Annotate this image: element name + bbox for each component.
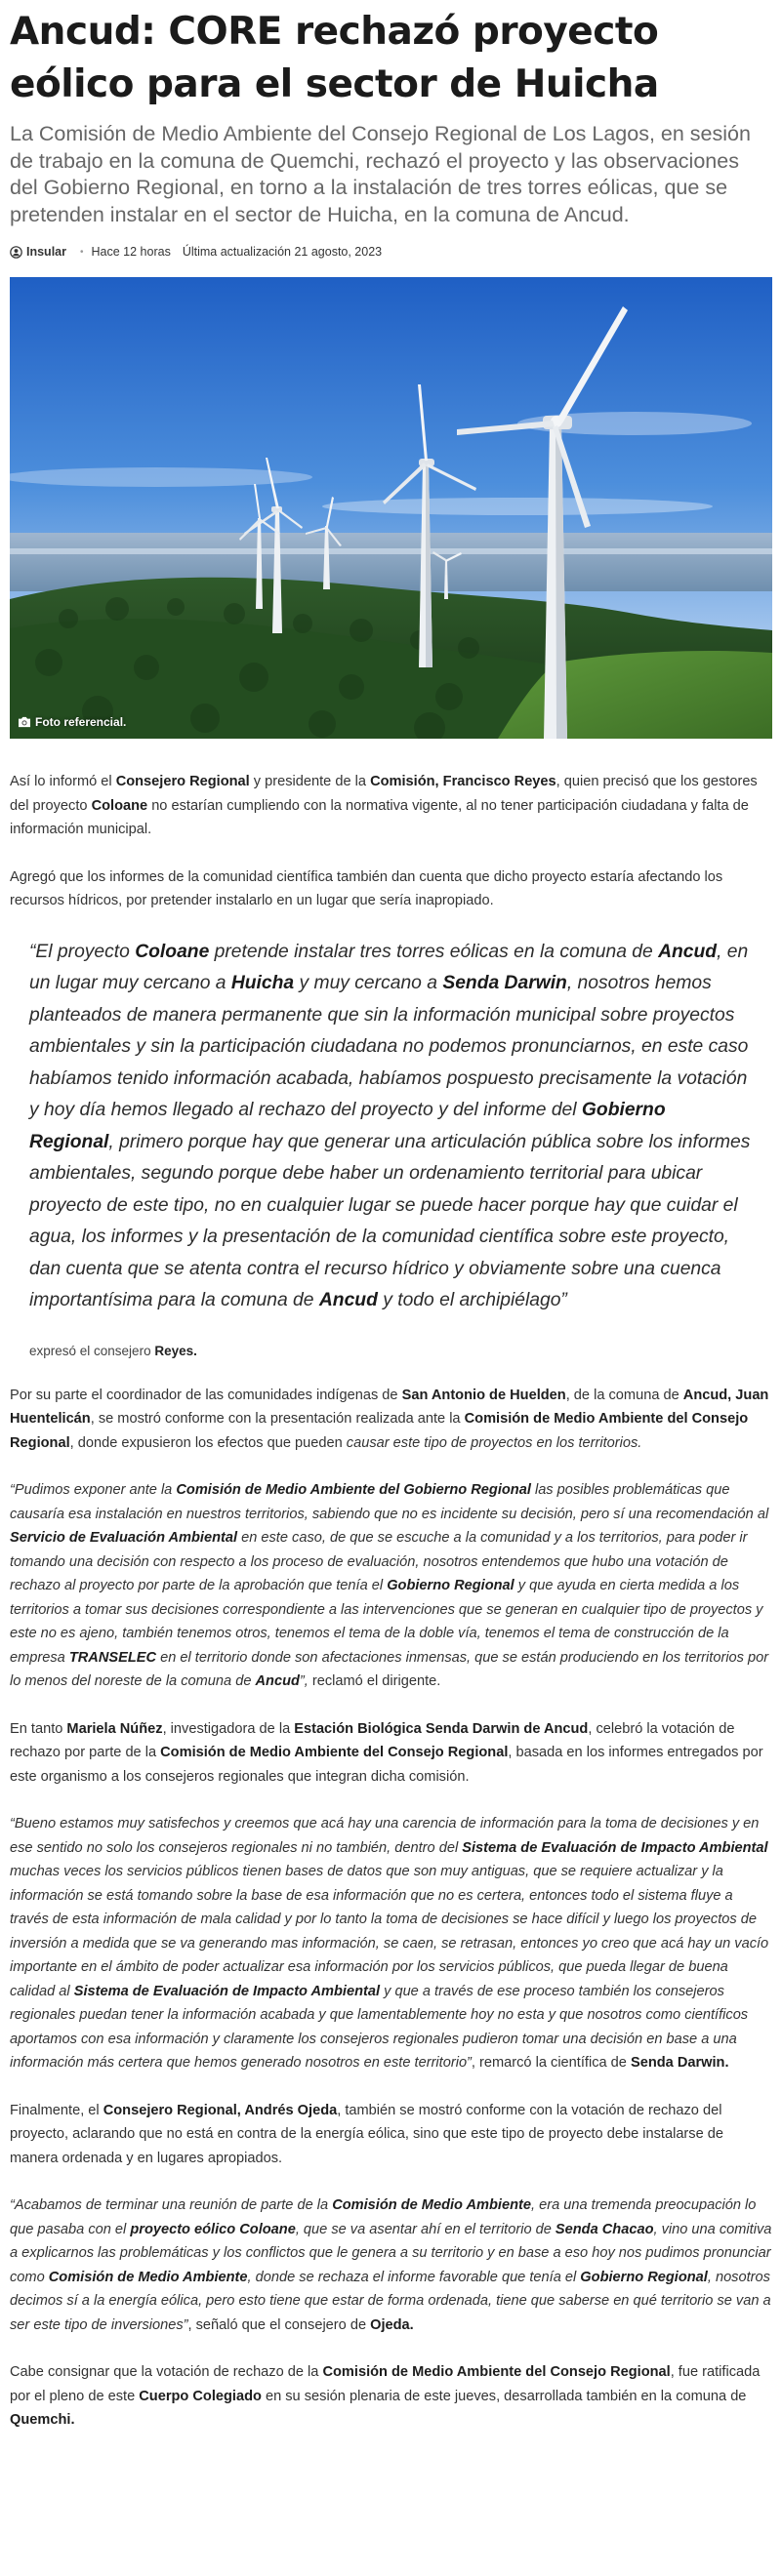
text-run: y todo el archipiélago”	[377, 1290, 567, 1310]
bold-run: Consejero Regional	[115, 774, 250, 789]
bold-run: Comisión de Medio Ambiente del Consejo Regional	[160, 1745, 509, 1760]
text-run: y que a través de ese proceso también los consejeros regionales puedan tener la información acabada y que lamentablemente hoy no esta y que nosotros como científicos aportamos con esa información y claramente los consejeros regionales pudieron tomar una decisión en base a una información más certera que hemos generado nosotros en este territorio”	[10, 1983, 749, 2071]
text-run: Por su parte el coordinador de las comunidades indígenas de	[10, 1387, 402, 1403]
article-title: Ancud: CORE rechazó proyecto eólico para el sector de Huicha	[10, 10, 659, 106]
text-run: “Bueno estamos muy satisfechos y creemos que acá hay una carencia de información para la toma de decisiones y en ese sentido no solo los consejeros regionales ni no también, dentro del	[10, 1816, 760, 1856]
paragraph-4	[10, 1717, 772, 1790]
text-run: , nosotros decimos sí a la energía eólica, pero esto tiene que estar de forma ordenada, tiene que saberse en qué territorio se van a ser este tipo de inversiones”	[10, 2269, 771, 2333]
user-circle-icon	[10, 246, 22, 259]
text-run: , basada en los informes entregados por este organismo a los consejeros regionales que integran dicha comisión.	[10, 1745, 763, 1785]
bold-run: Sistema de Evaluación de Impacto Ambiental	[462, 1839, 768, 1856]
wind-turbines-photo	[10, 277, 772, 739]
article	[10, 0, 772, 2456]
bold-run: Comisión, Francisco Reyes	[370, 774, 556, 789]
bold-run: Senda Chacao	[555, 2221, 654, 2237]
camera-icon	[18, 716, 31, 728]
text-run: Cabe consignar que la votación de rechazo de la	[10, 2364, 323, 2380]
text-run: , se mostró conforme con la presentación realizada ante la	[90, 1411, 465, 1427]
text-run: , nosotros hemos planteados de manera permanente que sin la información municipal sobre proyectos ambientales y sin la participación ciudadana no podemos pronunciarnos, en este caso habíamos tenido información acabada, habíamos pospuesto precisamente la votación y hoy día hemos llegado al rechazo del proyecto y del informe del	[29, 973, 749, 1120]
text-run: , primero porque hay que generar una articulación pública sobre los informes ambientales, segundo porque debe haber un ordenamiento territorial para ubicar proyecto de este tipo, no en cualquier lugar se puede hacer porque hay que cuidar el agua, los informes y la presentación de la comunidad científica sobre este proyecto, dan cuenta que se atenta contra el recurso hídrico y obviamente sobre una cuenca importantísima para la comuna de	[29, 1131, 751, 1310]
bold-run: proyecto eólico Coloane	[130, 2221, 296, 2237]
author-link[interactable]: Insular	[26, 245, 66, 259]
article-body	[10, 770, 772, 2433]
text-run: , fue ratificada por el pleno de este	[10, 2364, 761, 2404]
text-run: en el territorio donde son afectaciones inmensas, que se están produciendo en los territorios por lo menos del noreste de la comuna de	[10, 1649, 769, 1689]
quote-attribution	[10, 1341, 772, 1362]
bold-run: Comisión de Medio Ambiente del Consejo Regional	[10, 1411, 749, 1451]
article-subtitle: La Comisión de Medio Ambiente del Consejo Regional de Los Lagos, en sesión de trabajo en la comuna de Quemchi, rechazó el proyecto y las observaciones del Gobierno Regional, en torno a la instalación de tres torres eólicas, que se pretenden instalar en el sector de Huicha, en la comuna de Ancud.	[10, 122, 751, 226]
text-run: en este caso, de que se escuche a la comunidad y a los territorios, para poder ir tomando una decisión con respecto a los proceso de evaluación, nosotros entendemos que hubo una votación de rechazo al proyecto por parte de la aprobación que tenía el	[10, 1530, 748, 1593]
text-run: , de la comuna de	[565, 1387, 683, 1403]
bold-run: Quemchi.	[10, 2412, 75, 2428]
bold-run: Reyes.	[154, 1343, 197, 1358]
italic-run: causar este tipo de proyectos en los territorios.	[346, 1434, 642, 1451]
paragraph-1	[10, 770, 772, 842]
text-run: y presidente de la	[249, 774, 371, 789]
text-run: “Pudimos exponer ante la	[10, 1482, 177, 1498]
paragraph-5	[10, 2099, 772, 2171]
text-run: no estarían cumpliendo con la normativa vigente, al no tener participación ciudadana y falta de información municipal.	[10, 797, 749, 837]
bold-run: Ancud	[318, 1290, 378, 1310]
bold-run: Comisión de Medio Ambiente del Gobierno Regional	[176, 1482, 531, 1498]
paragraph-3	[10, 1384, 772, 1456]
text-run: reclamó el dirigente.	[308, 1673, 441, 1689]
text-run: las posibles problemáticas que causaría esa instalación en nuestros territorios, sabiendo que no es incidente su decisión, pero sí una recomendación al	[10, 1482, 769, 1522]
bold-run: Ojeda.	[370, 2316, 414, 2333]
paragraph-6	[10, 2360, 772, 2433]
bold-run: Consejero Regional, Andrés Ojeda	[103, 2102, 338, 2118]
text-run: Así lo informó el	[10, 774, 116, 789]
meta-separator: •	[80, 246, 84, 258]
article-meta	[10, 242, 772, 262]
bold-run: TRANSELEC	[68, 1649, 157, 1666]
image-caption-text: Foto referencial.	[35, 715, 127, 729]
quote-paragraph-3	[10, 2194, 772, 2337]
text-run: , también se mostró conforme con la votación de rechazo del proyecto, aclarando que no está en contra de la energía eólica, sino que este tipo de proyecto debe instalarse de manera ordenada y en lugares apropiados.	[10, 2102, 723, 2166]
bold-run: Gobierno Regional	[387, 1578, 514, 1593]
text-run: , celebró la votación de rechazo por parte de la	[10, 1720, 735, 1760]
bold-run: San Antonio de Huelden	[401, 1387, 566, 1403]
text-run: ”,	[299, 1673, 309, 1689]
text-run: expresó el consejero	[29, 1343, 155, 1358]
bold-run: Comisión de Medio Ambiente	[48, 2269, 248, 2285]
bold-run: Estación Biológica Senda Darwin de Ancud	[294, 1720, 589, 1737]
text-run: “El proyecto	[29, 941, 136, 962]
image-caption	[18, 715, 126, 729]
text-run: en su sesión plenaria de este jueves, desarrollada también en la comuna de	[261, 2388, 747, 2404]
text-run: , que se va asentar ahí en el territorio de	[295, 2221, 556, 2237]
bold-run: Gobierno Regional	[580, 2269, 708, 2285]
text-run: “Acabamos de terminar una reunión de parte de la	[10, 2197, 333, 2213]
bold-run: Ancud	[658, 941, 718, 962]
text-run: , donde expusieron los efectos que pueden	[69, 1434, 347, 1451]
featured-image	[10, 277, 772, 739]
text-run: , en un lugar muy cercano a	[29, 941, 749, 993]
bold-run: Senda Darwin	[442, 973, 567, 993]
updated-date: Última actualización 21 agosto, 2023	[182, 245, 383, 259]
text-run: , investigadora de la	[162, 1720, 295, 1737]
text-run: pretende instalar tres torres eólicas en la comuna de	[209, 941, 659, 962]
text-run: y muy cercano a	[294, 973, 443, 993]
text-run: y que ayuda en cierta medida a los territorios a tomar sus decisiones correspondiente a las intervenciones que se generan en cualquier tipo de proyectos y este no es ajeno, también tenemos otros, tenemos el tema de la doble vía, tenemos el tema de construcción de la empresa	[10, 1578, 763, 1666]
text-run: , quien precisó que los gestores del proyecto	[10, 774, 758, 814]
quote-paragraph-2	[10, 1812, 772, 2075]
bold-run: Comisión de Medio Ambiente del Consejo Regional	[322, 2364, 671, 2380]
published-time: Hace 12 horas	[91, 245, 171, 259]
text-run: Finalmente, el	[10, 2102, 103, 2118]
text-run: , era una tremenda preocupación lo que pasaba con el	[10, 2197, 757, 2237]
text-run: , donde se rechaza el informe favorable que tenía el	[247, 2269, 581, 2285]
bold-run: Huicha	[230, 973, 295, 993]
paragraph-2: Agregó que los informes de la comunidad científica también dan cuenta que dicho proyecto estaría afectando los recursos hídricos, por pretender instalarlo en un lugar que sería inapropiado.	[10, 868, 723, 908]
bold-run: Gobierno Regional	[29, 1100, 666, 1152]
text-run: , remarcó la científica de	[471, 2055, 631, 2071]
bold-run: Coloane	[135, 941, 210, 962]
bold-run: Mariela Núñez	[66, 1720, 163, 1737]
bold-run: Sistema de Evaluación de Impacto Ambiental	[73, 1983, 381, 1999]
bold-run: Ancud	[255, 1673, 300, 1689]
bold-run: Ancud, Juan Huentelicán	[10, 1387, 769, 1427]
text-run: En tanto	[10, 1720, 67, 1737]
bold-run: Cuerpo Colegiado	[139, 2388, 262, 2404]
pull-quote	[10, 937, 772, 1317]
bold-run: Comisión de Medio Ambiente	[332, 2197, 531, 2213]
quote-paragraph-1	[10, 1478, 772, 1694]
text-run: muchas veces los servicios públicos tienen bases de datos que son muy antiguas, que se requiere actualizar y la información se está tomando sobre la base de esa información que no es certera, entonces todo el sistema fluye a través de esta información de mala calidad y por lo tanto la toma de decisiones se hace difícil y luego los proyectos de inversión a medida que se va generando mas información, se caen, se retrasan, entonces yo creo que acá hay un vacío importante en el ámbito de poder actualizar esa información por los servicios públicos, que pueda llegar de buena calidad al	[10, 1864, 769, 1999]
text-run: , vino una comitiva a explicarnos las problemáticas y los conflictos que le genera a su territorio y en base a eso hoy nos pudimos pronunciar como	[10, 2221, 772, 2285]
bold-run: Servicio de Evaluación Ambiental	[10, 1530, 238, 1546]
text-run: , señaló que el consejero de	[187, 2316, 371, 2333]
bold-run: Coloane	[91, 797, 148, 814]
bold-run: Senda Darwin.	[630, 2055, 729, 2071]
